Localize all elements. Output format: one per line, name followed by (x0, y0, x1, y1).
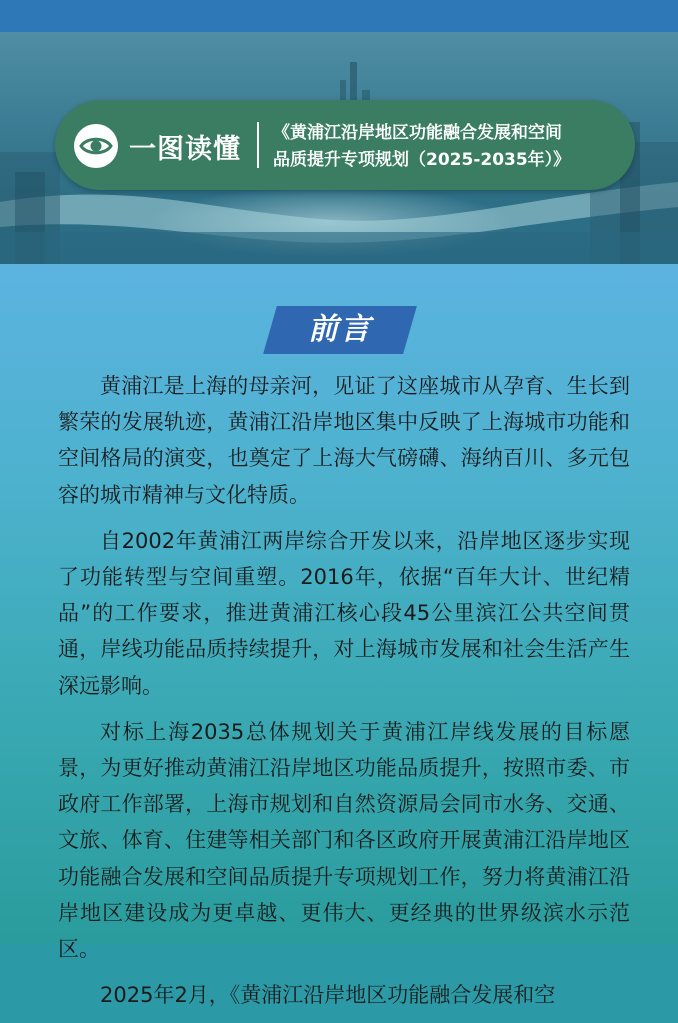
paragraph: 黄浦江是上海的母亲河，见证了这座城市从孕育、生长到繁荣的发展轨迹，黄浦江沿岸地区集中反映了上海城市功能和空间格局的演变，也奠定了上海大气磅礴、海纳百川、多元包容的城市精神与文化特质。 (58, 374, 630, 507)
title-banner (55, 100, 635, 190)
paragraph: 2025年2月，《黄浦江沿岸地区功能融合发展和空 (100, 983, 556, 1008)
hero-skyline-image (0, 32, 678, 264)
eye-icon (74, 124, 118, 168)
section-heading-text: 前言 (308, 312, 372, 347)
banner-divider (257, 122, 259, 168)
body-text (58, 368, 630, 1023)
top-bar (0, 0, 678, 32)
title-line-2: 品质提升专项规划（2025-2035年）》 (273, 150, 571, 170)
document-title (273, 120, 623, 174)
paragraph: 自2002年黄浦江两岸综合开发以来，沿岸地区逐步实现了功能转型与空间重塑。2016年，依据“百年大计、世纪精品”的工作要求，推进黄浦江核心段45公里滨江公共空间贯通，岸线功能品质持续提升，对上海城市发展和社会生活产生深远影响。 (58, 528, 630, 698)
banner-label: 一图读懂 (129, 134, 241, 165)
title-line-1: 《黄浦江沿岸地区功能融合发展和空间 (273, 123, 562, 143)
main-content (0, 264, 678, 1008)
paragraph: 对标上海2035总体规划关于黄浦江岸线发展的目标愿景，为更好推动黄浦江沿岸地区功能品质提升，按照市委、市政府工作部署，上海市规划和自然资源局会同市水务、交通、文旅、体育、住建等相关部门和各区政府开展黄浦江沿岸地区功能融合发展和空间品质提升专项规划工作，努力将黄浦江沿岸地区建设成为更卓越、更伟大、更经典的世界级滨水示范区。 (58, 719, 630, 962)
section-heading (270, 306, 410, 354)
